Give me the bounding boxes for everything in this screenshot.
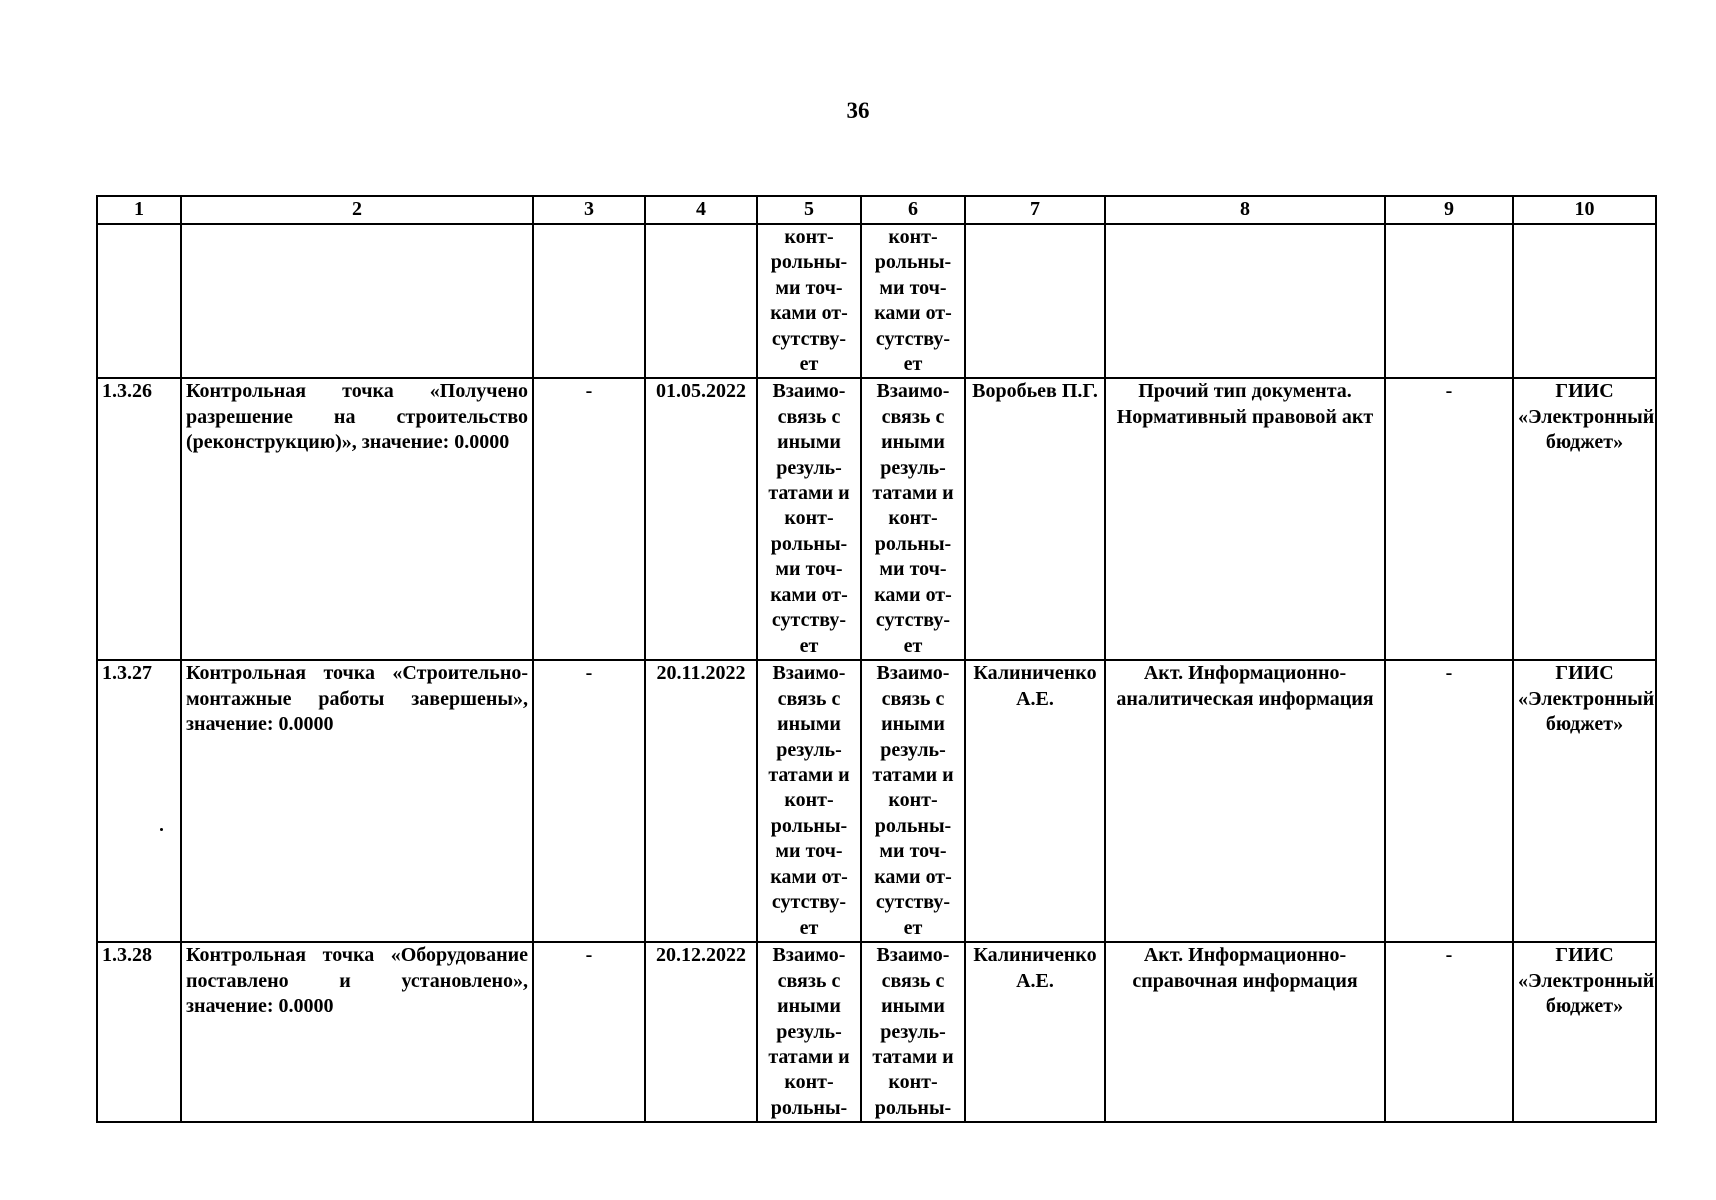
- row-date: 01.05.2022: [645, 378, 757, 660]
- row-number: 1.3.28: [97, 942, 181, 1122]
- cont-cell-3: [533, 224, 645, 378]
- wrapped-text-line: ет: [903, 634, 923, 657]
- table-row: [97, 660, 1656, 942]
- wrapped-text-line: иными: [881, 995, 945, 1018]
- wrapped-text-line: ками от-: [874, 302, 952, 325]
- wrapped-text-line: иными: [777, 995, 841, 1018]
- row-document: Прочий тип документа. Нормативный правовой акт: [1105, 378, 1385, 660]
- wrapped-text-line: сутству-: [875, 327, 951, 350]
- table-row: [97, 378, 1656, 660]
- row-col9: -: [1385, 942, 1513, 1122]
- wrapped-text-line: связь с: [881, 405, 945, 428]
- col-header-4: 4: [645, 196, 757, 224]
- wrapped-text-line: ми точ-: [775, 558, 843, 581]
- cont-cell-8: [1105, 224, 1385, 378]
- row-number: 1.3.26: [97, 378, 181, 660]
- wrapped-text-line: сутству-: [771, 327, 847, 350]
- wrapped-text-line: конт-: [888, 1071, 938, 1094]
- row-system: ГИИС «Электронный бюджет»: [1513, 942, 1656, 1122]
- wrapped-text-line: ми точ-: [879, 558, 947, 581]
- wrapped-text-line: ми точ-: [775, 276, 843, 299]
- cont-cell-10: [1513, 224, 1656, 378]
- wrapped-text-line: рольны-: [770, 814, 848, 837]
- row-responsible: Калиниченко А.Е.: [965, 660, 1105, 942]
- row-date: 20.11.2022: [645, 660, 757, 942]
- row-relation-6: [861, 378, 965, 660]
- row-name: Контрольная точка «Оборудование поставлено и установлено», значение: 0.0000: [181, 942, 533, 1122]
- wrapped-text-line: ками от-: [874, 865, 952, 888]
- col-header-7: 7: [965, 196, 1105, 224]
- wrapped-text-line: ет: [903, 353, 923, 376]
- wrapped-text-line: сутству-: [771, 891, 847, 914]
- wrapped-text-line: связь с: [777, 969, 841, 992]
- wrapped-text-line: рольны-: [770, 1096, 848, 1119]
- wrapped-text-line: рольны-: [874, 532, 952, 555]
- col-header-8: 8: [1105, 196, 1385, 224]
- row-document: Акт. Информационно-справочная информация: [1105, 942, 1385, 1122]
- col-header-1: 1: [97, 196, 181, 224]
- wrapped-text-line: ми точ-: [775, 840, 843, 863]
- wrapped-text-line: ет: [903, 916, 923, 939]
- wrapped-text-line: ками от-: [770, 583, 848, 606]
- wrapped-text-line: татами и: [768, 764, 850, 787]
- wrapped-text-line: татами и: [872, 1046, 954, 1069]
- wrapped-text-line: иными: [881, 713, 945, 736]
- continuation-row: [97, 224, 1656, 378]
- wrapped-text-line: сутству-: [875, 891, 951, 914]
- wrapped-text-line: татами и: [872, 764, 954, 787]
- col-header-5: 5: [757, 196, 861, 224]
- wrapped-text-line: ми точ-: [879, 276, 947, 299]
- wrapped-text-line: конт-: [888, 226, 938, 248]
- wrapped-text-line: иными: [881, 431, 945, 454]
- row-col3: -: [533, 660, 645, 942]
- wrapped-text-line: Взаимо-: [876, 380, 950, 403]
- wrapped-text-line: иными: [777, 713, 841, 736]
- cont-cell-4: [645, 224, 757, 378]
- wrapped-text-line: резуль-: [776, 1020, 842, 1043]
- wrapped-text-line: связь с: [777, 405, 841, 428]
- col-header-3: 3: [533, 196, 645, 224]
- cont-cell-2: [181, 224, 533, 378]
- wrapped-text-line: Взаимо-: [876, 662, 950, 685]
- wrapped-text-line: сутству-: [771, 609, 847, 632]
- row-relation-5: [757, 378, 861, 660]
- row-name: Контрольная точка «Строительно-монтажные работы завершены», значение: 0.0000: [181, 660, 533, 942]
- col-header-9: 9: [1385, 196, 1513, 224]
- wrapped-text-line: ет: [799, 634, 819, 657]
- wrapped-text-line: связь с: [881, 969, 945, 992]
- wrapped-text-line: ет: [799, 916, 819, 939]
- row-relation-6: [861, 660, 965, 942]
- wrapped-text-line: Взаимо-: [772, 380, 846, 403]
- cont-relation-cell-6: [861, 224, 965, 378]
- wrapped-text-line: конт-: [784, 1071, 834, 1094]
- wrapped-text-line: резуль-: [880, 456, 946, 479]
- row-relation-6: [861, 942, 965, 1122]
- wrapped-text-line: татами и: [872, 482, 954, 505]
- wrapped-text-line: рольны-: [874, 1096, 952, 1119]
- col-header-10: 10: [1513, 196, 1656, 224]
- row-relation-5: [757, 660, 861, 942]
- row-col9: -: [1385, 660, 1513, 942]
- wrapped-text-line: татами и: [768, 482, 850, 505]
- cont-cell-9: [1385, 224, 1513, 378]
- wrapped-text-line: ками от-: [770, 865, 848, 888]
- wrapped-text-line: сутству-: [875, 609, 951, 632]
- header-row: [97, 196, 1656, 224]
- wrapped-text-line: резуль-: [880, 1020, 946, 1043]
- table-row: [97, 942, 1656, 1122]
- wrapped-text-line: Взаимо-: [772, 944, 846, 967]
- cont-relation-cell-5: [757, 224, 861, 378]
- wrapped-text-line: конт-: [784, 226, 834, 248]
- wrapped-text-line: рольны-: [874, 251, 952, 274]
- col-header-6: 6: [861, 196, 965, 224]
- page-number: 36: [846, 98, 870, 123]
- wrapped-text-line: ками от-: [770, 302, 848, 325]
- scan-speck: [160, 828, 163, 831]
- wrapped-text-line: конт-: [784, 507, 834, 530]
- wrapped-text-line: ет: [799, 353, 819, 376]
- wrapped-text-line: ками от-: [874, 583, 952, 606]
- row-name: Контрольная точка «Получено разрешение на строительство (реконструкцию)», значение: 0.0000: [181, 378, 533, 660]
- row-system: ГИИС «Электронный бюджет»: [1513, 660, 1656, 942]
- wrapped-text-line: татами и: [768, 1046, 850, 1069]
- wrapped-text-line: Взаимо-: [876, 944, 950, 967]
- cont-cell-1: [97, 224, 181, 378]
- row-number: 1.3.27: [97, 660, 181, 942]
- wrapped-text-line: связь с: [777, 687, 841, 710]
- wrapped-text-line: связь с: [881, 687, 945, 710]
- wrapped-text-line: резуль-: [880, 738, 946, 761]
- row-col3: -: [533, 378, 645, 660]
- row-col9: -: [1385, 378, 1513, 660]
- control-points-table: [96, 195, 1657, 1123]
- wrapped-text-line: рольны-: [770, 251, 848, 274]
- wrapped-text-line: Взаимо-: [772, 662, 846, 685]
- wrapped-text-line: конт-: [784, 789, 834, 812]
- row-responsible: Калиниченко А.Е.: [965, 942, 1105, 1122]
- cont-cell-7: [965, 224, 1105, 378]
- wrapped-text-line: резуль-: [776, 456, 842, 479]
- row-system: ГИИС «Электронный бюджет»: [1513, 378, 1656, 660]
- row-document: Акт. Информационно-аналитическая информация: [1105, 660, 1385, 942]
- wrapped-text-line: конт-: [888, 507, 938, 530]
- wrapped-text-line: резуль-: [776, 738, 842, 761]
- wrapped-text-line: рольны-: [770, 532, 848, 555]
- row-date: 20.12.2022: [645, 942, 757, 1122]
- wrapped-text-line: рольны-: [874, 814, 952, 837]
- row-responsible: Воробьев П.Г.: [965, 378, 1105, 660]
- wrapped-text-line: ми точ-: [879, 840, 947, 863]
- col-header-2: 2: [181, 196, 533, 224]
- row-col3: -: [533, 942, 645, 1122]
- row-relation-5: [757, 942, 861, 1122]
- wrapped-text-line: конт-: [888, 789, 938, 812]
- wrapped-text-line: иными: [777, 431, 841, 454]
